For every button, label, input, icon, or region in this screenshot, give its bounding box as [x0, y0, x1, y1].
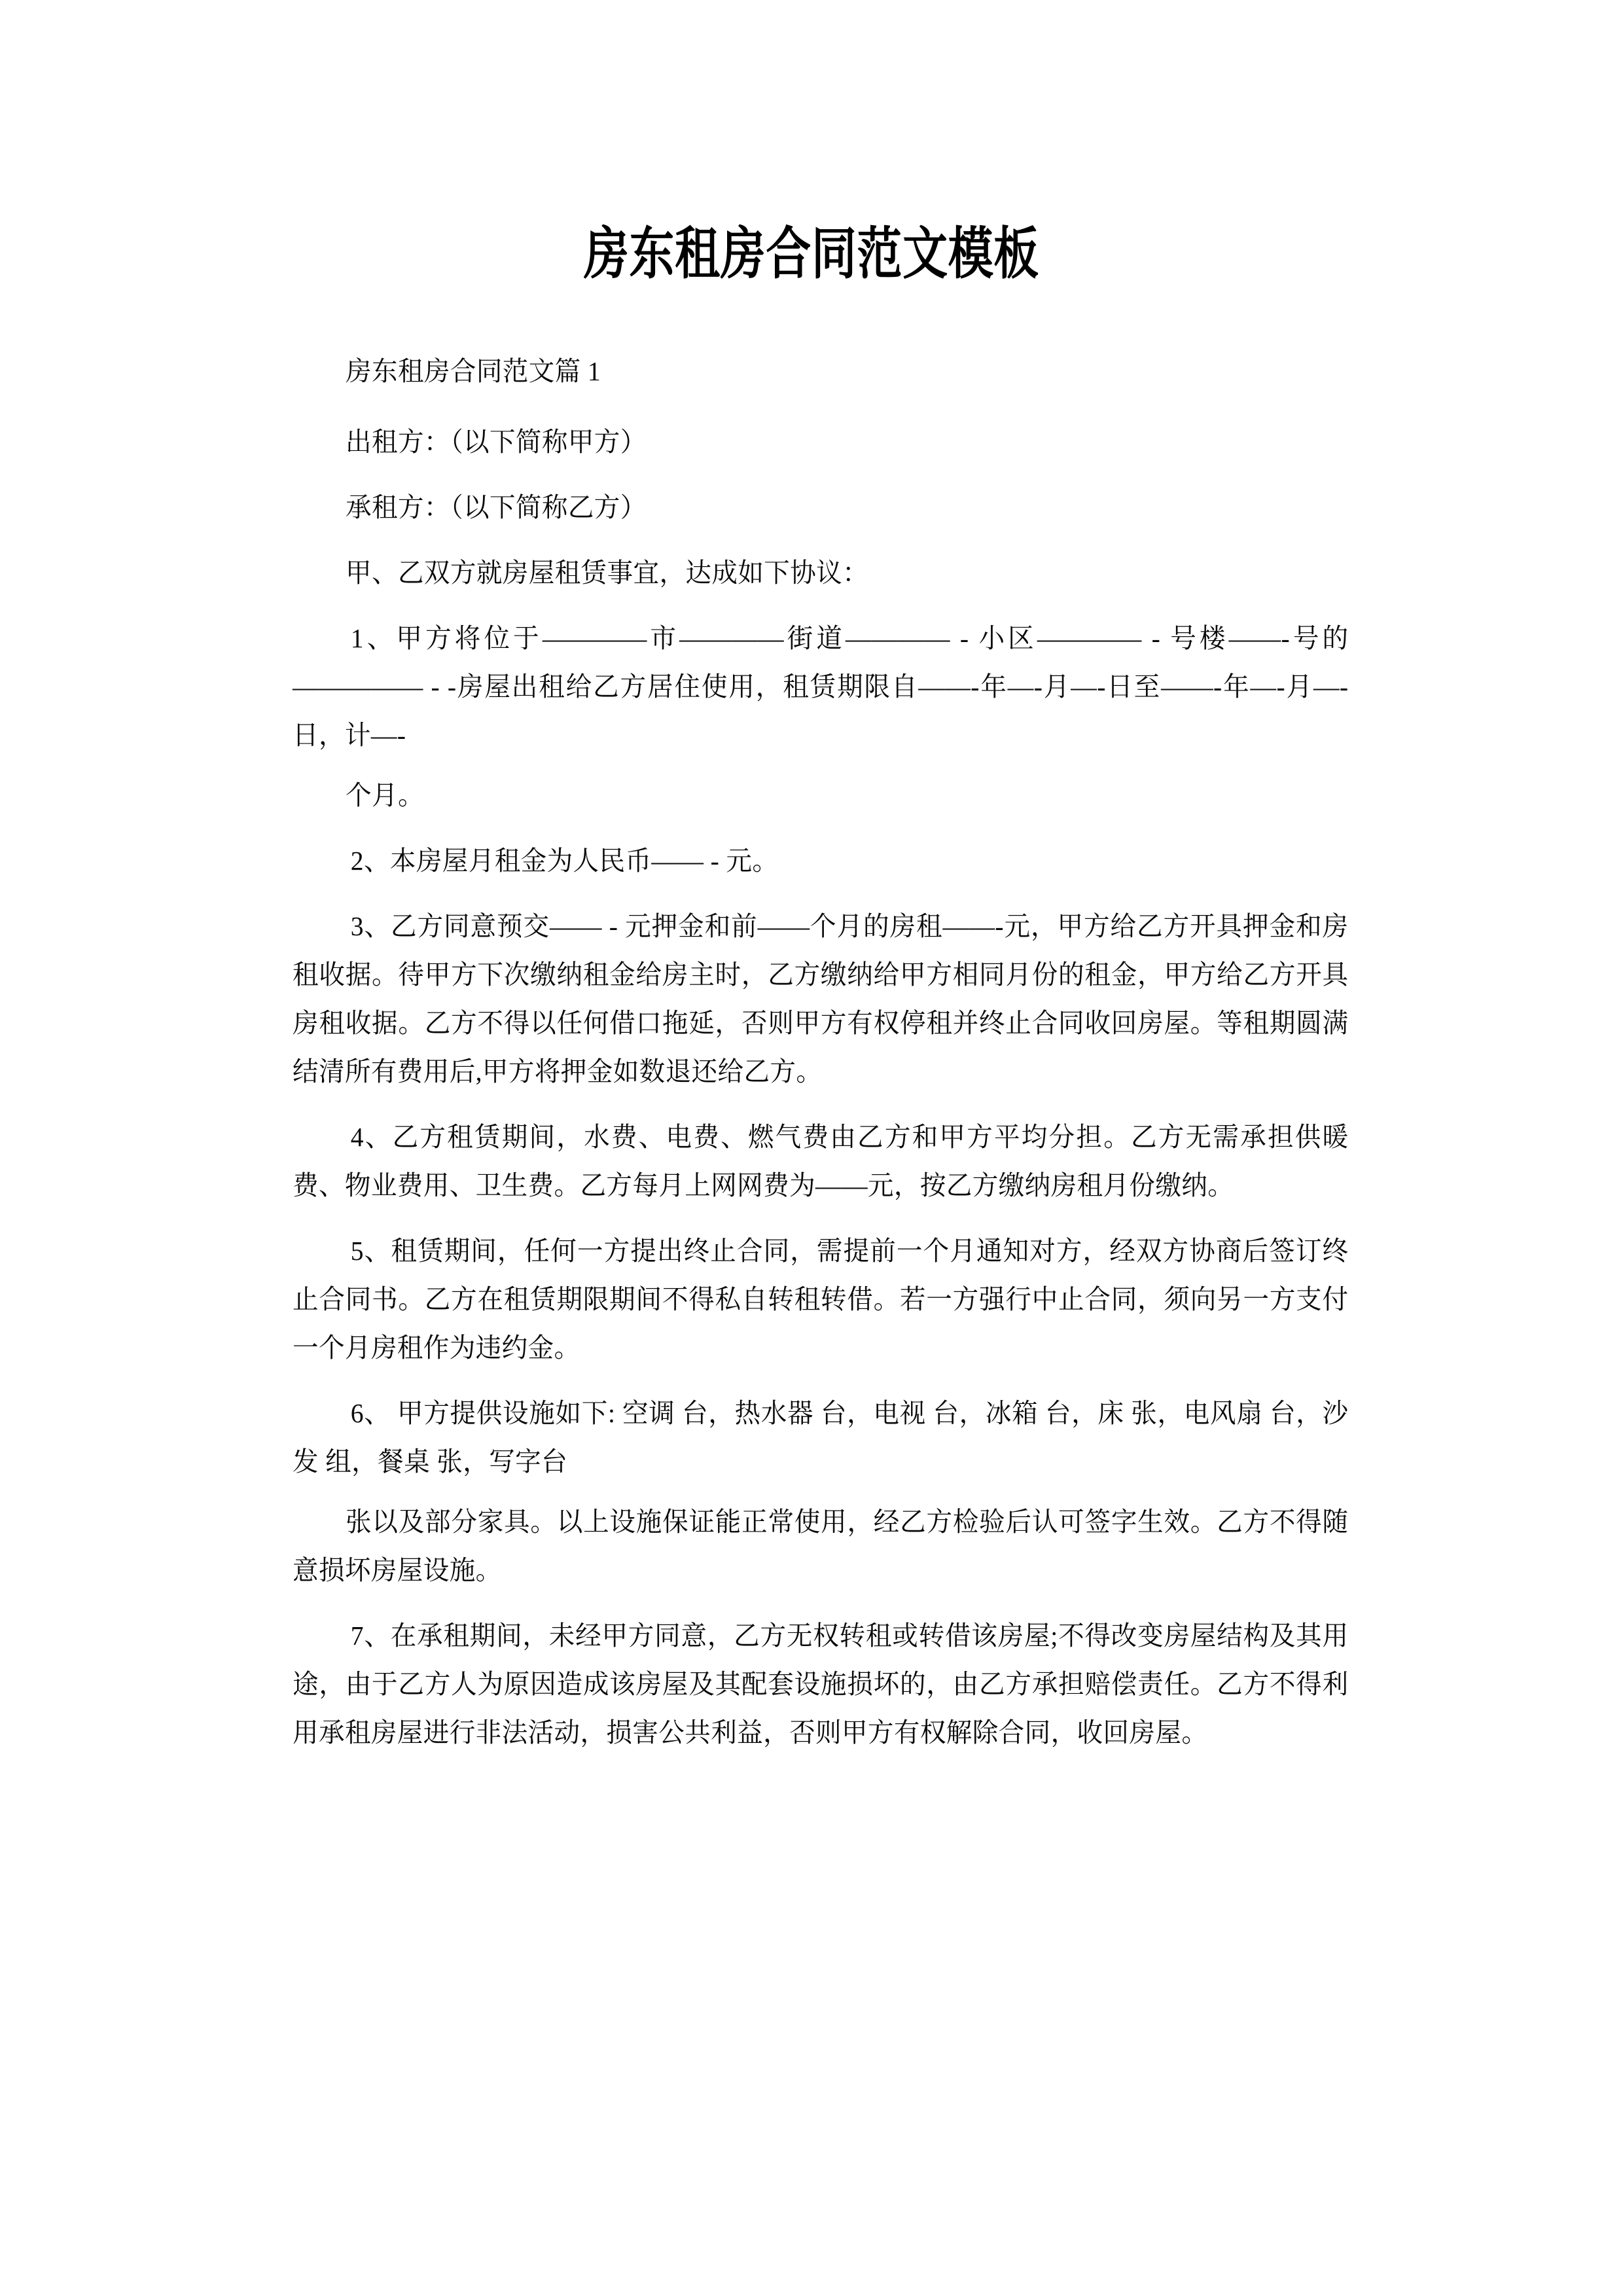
paragraph-lessee-line: 承租方：（以下简称乙方）: [346, 492, 647, 522]
page-title: 房东租房合同范文模板: [584, 222, 1039, 285]
paragraph-clause-2: 2、本房屋月租金为人民币—— - 元。: [350, 846, 779, 876]
paragraph-heading-sample-1: 房东租房合同范文篇 1: [346, 356, 601, 386]
paragraph-clause-1: 1、甲方将位于————市————街道———— - 小区———— - 号楼——-号的————— - -房屋出租给乙方居住使用，租赁期限自——-年—-月—-日至——-年—-月—-日，计—-: [293, 623, 1349, 750]
paragraph-clause-7: 7、在承租期间，未经甲方同意，乙方无权转租或转借该房屋;不得改变房屋结构及其用途，由于乙方人为原因造成该房屋及其配套设施损坏的，由乙方承担赔偿责任。乙方不得利用承租房屋进行非法活动，损害公共利益，否则甲方有权解除合同，收回房屋。: [293, 1621, 1349, 1748]
paragraph-clause-3: 3、乙方同意预交—— - 元押金和前——个月的房租——-元，甲方给乙方开具押金和房租收据。待甲方下次缴纳租金给房主时，乙方缴纳给甲方相同月份的租金，甲方给乙方开具房租收据。乙方不得以任何借口拖延，否则甲方有权停租并终止合同收回房屋。等租期圆满结清所有费用后,甲方将押金如数退还给乙方。: [293, 911, 1349, 1086]
paragraph-clause-4: 4、乙方租赁期间，水费、电费、燃气费由乙方和甲方平均分担。乙方无需承担供暖费、物业费用、卫生费。乙方每月上网网费为——元，按乙方缴纳房租月份缴纳。: [293, 1122, 1349, 1200]
paragraph-preamble: 甲、乙双方就房屋租赁事宜，达成如下协议：: [346, 558, 869, 588]
document-body: [293, 347, 1387, 1774]
paragraph-lessor-line: 出租方：（以下简称甲方）: [346, 427, 647, 457]
paragraph-clause-1-tail: 个月。: [346, 780, 424, 810]
paragraph-clause-5: 5、租赁期间，任何一方提出终止合同，需提前一个月通知对方，经双方协商后签订终止合同书。乙方在租赁期限期间不得私自转租转借。若一方强行中止合同，须向另一方支付一个月房租作为违约金。: [293, 1236, 1349, 1363]
paragraph-clause-6-tail: 张以及部分家具。以上设施保证能正常使用，经乙方检验后认可签字生效。乙方不得随意损坏房屋设施。: [293, 1507, 1349, 1585]
paragraph-clause-6: 6、 甲方提供设施如下: 空调 台，热水器 台，电视 台，冰箱 台，床 张，电风扇 台，沙发 组，餐桌 张，写字台: [293, 1398, 1349, 1477]
